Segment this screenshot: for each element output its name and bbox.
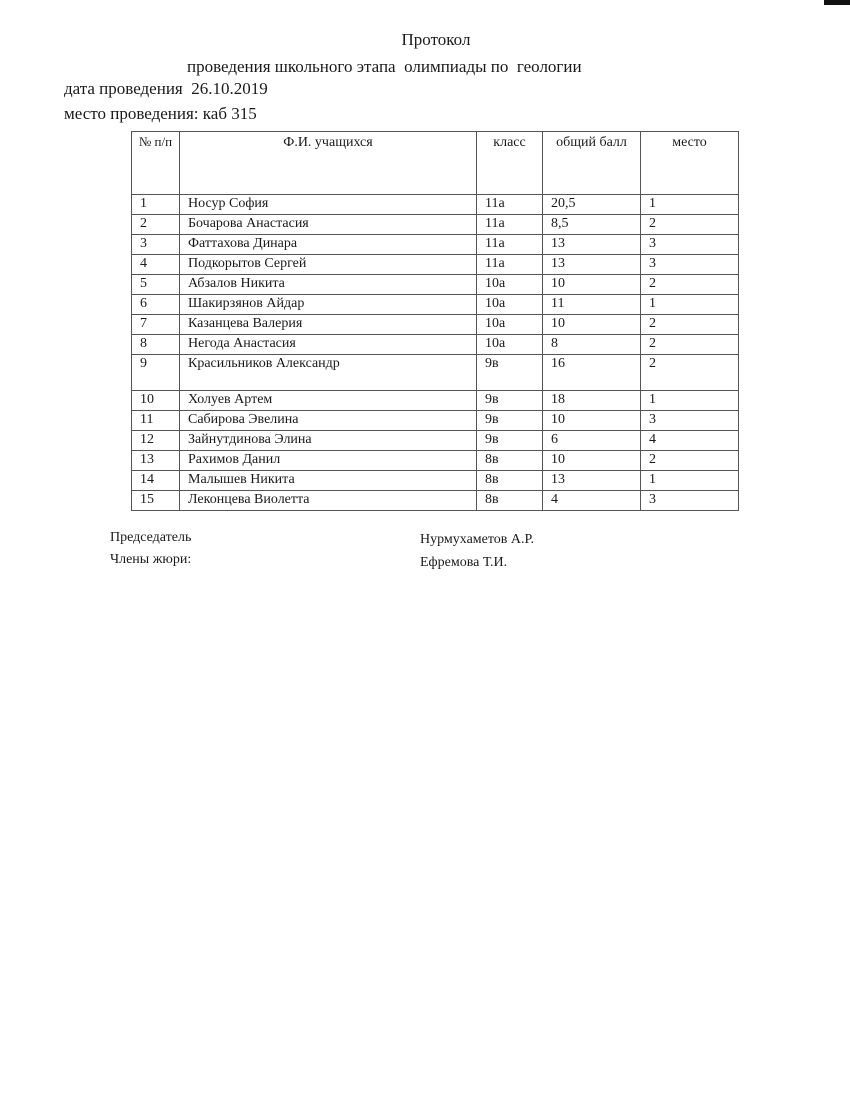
place-rank: 2 bbox=[641, 315, 739, 335]
table-row bbox=[132, 391, 739, 411]
place-rank: 2 bbox=[641, 215, 739, 235]
student-class: 9в bbox=[477, 355, 543, 391]
row-number: 9 bbox=[132, 355, 180, 391]
student-class: 10а bbox=[477, 315, 543, 335]
table-row bbox=[132, 315, 739, 335]
row-number: 7 bbox=[132, 315, 180, 335]
place-line bbox=[64, 104, 257, 124]
chair-name: Нурмухаметов А.Р. bbox=[420, 532, 535, 547]
student-class: 11а bbox=[477, 255, 543, 275]
student-name: Казанцева Валерия bbox=[180, 315, 477, 335]
place-label: место проведения: bbox=[64, 104, 199, 123]
column-header-name: Ф.И. учащихся bbox=[180, 132, 477, 195]
total-score: 13 bbox=[543, 471, 641, 491]
student-name: Зайнутдинова Элина bbox=[180, 431, 477, 451]
student-name: Сабирова Эвелина bbox=[180, 411, 477, 431]
student-name: Фаттахова Динара bbox=[180, 235, 477, 255]
place-rank: 2 bbox=[641, 451, 739, 471]
total-score: 11 bbox=[543, 295, 641, 315]
total-score: 8 bbox=[543, 335, 641, 355]
student-class: 8в bbox=[477, 491, 543, 511]
place-rank: 3 bbox=[641, 491, 739, 511]
total-score: 20,5 bbox=[543, 195, 641, 215]
date-label: дата проведения bbox=[64, 79, 183, 98]
place-rank: 1 bbox=[641, 295, 739, 315]
table-row bbox=[132, 335, 739, 355]
column-header-class: класс bbox=[477, 132, 543, 195]
row-number: 1 bbox=[132, 195, 180, 215]
total-score: 10 bbox=[543, 275, 641, 295]
place-rank: 3 bbox=[641, 235, 739, 255]
table-row bbox=[132, 275, 739, 295]
row-number: 5 bbox=[132, 275, 180, 295]
table-row bbox=[132, 355, 739, 391]
student-name: Холуев Артем bbox=[180, 391, 477, 411]
place-rank: 1 bbox=[641, 195, 739, 215]
row-number: 11 bbox=[132, 411, 180, 431]
student-name: Негода Анастасия bbox=[180, 335, 477, 355]
row-number: 6 bbox=[132, 295, 180, 315]
place-value: каб 315 bbox=[202, 104, 257, 123]
table-row bbox=[132, 451, 739, 471]
place-rank: 1 bbox=[641, 471, 739, 491]
jury-name: Ефремова Т.И. bbox=[420, 555, 508, 570]
table-header-row bbox=[132, 132, 739, 195]
table-row bbox=[132, 411, 739, 431]
table-row bbox=[132, 431, 739, 451]
student-name: Шакирзянов Айдар bbox=[180, 295, 477, 315]
student-name: Носур София bbox=[180, 195, 477, 215]
table-row bbox=[132, 215, 739, 235]
total-score: 10 bbox=[543, 451, 641, 471]
student-class: 9в bbox=[477, 431, 543, 451]
column-header-number: № п/п bbox=[132, 132, 180, 195]
total-score: 10 bbox=[543, 411, 641, 431]
student-name: Подкорытов Сергей bbox=[180, 255, 477, 275]
total-score: 13 bbox=[543, 235, 641, 255]
student-class: 8в bbox=[477, 451, 543, 471]
row-number: 12 bbox=[132, 431, 180, 451]
total-score: 16 bbox=[543, 355, 641, 391]
place-rank: 2 bbox=[641, 355, 739, 391]
student-class: 10а bbox=[477, 335, 543, 355]
row-number: 3 bbox=[132, 235, 180, 255]
table-row bbox=[132, 235, 739, 255]
row-number: 8 bbox=[132, 335, 180, 355]
date-line bbox=[64, 79, 268, 99]
table-row bbox=[132, 491, 739, 511]
table-row bbox=[132, 195, 739, 215]
student-name: Красильников Александр bbox=[180, 355, 477, 391]
row-number: 13 bbox=[132, 451, 180, 471]
place-rank: 2 bbox=[641, 335, 739, 355]
total-score: 4 bbox=[543, 491, 641, 511]
table-row bbox=[132, 471, 739, 491]
chair-label: Председатель bbox=[110, 530, 192, 545]
column-header-score: общий балл bbox=[543, 132, 641, 195]
student-name: Рахимов Данил bbox=[180, 451, 477, 471]
student-name: Малышев Никита bbox=[180, 471, 477, 491]
student-class: 9в bbox=[477, 411, 543, 431]
student-class: 11а bbox=[477, 215, 543, 235]
student-name: Абзалов Никита bbox=[180, 275, 477, 295]
scan-edge-mark bbox=[824, 0, 850, 5]
student-class: 9в bbox=[477, 391, 543, 411]
document-subtitle: проведения школьного этапа олимпиады по геологии bbox=[187, 57, 582, 76]
student-class: 10а bbox=[477, 275, 543, 295]
jury-label: Члены жюри: bbox=[110, 552, 192, 567]
total-score: 18 bbox=[543, 391, 641, 411]
student-class: 10а bbox=[477, 295, 543, 315]
place-rank: 1 bbox=[641, 391, 739, 411]
total-score: 10 bbox=[543, 315, 641, 335]
total-score: 6 bbox=[543, 431, 641, 451]
table-row bbox=[132, 295, 739, 315]
student-name: Бочарова Анастасия bbox=[180, 215, 477, 235]
total-score: 8,5 bbox=[543, 215, 641, 235]
student-class: 11а bbox=[477, 195, 543, 215]
student-class: 11а bbox=[477, 235, 543, 255]
place-rank: 2 bbox=[641, 275, 739, 295]
table-row bbox=[132, 255, 739, 275]
row-number: 10 bbox=[132, 391, 180, 411]
student-name: Леконцева Виолетта bbox=[180, 491, 477, 511]
place-rank: 3 bbox=[641, 411, 739, 431]
date-value: 26.10.2019 bbox=[191, 79, 268, 98]
column-header-place: место bbox=[641, 132, 739, 195]
total-score: 13 bbox=[543, 255, 641, 275]
row-number: 2 bbox=[132, 215, 180, 235]
place-rank: 3 bbox=[641, 255, 739, 275]
row-number: 15 bbox=[132, 491, 180, 511]
student-class: 8в bbox=[477, 471, 543, 491]
place-rank: 4 bbox=[641, 431, 739, 451]
document-title: Протокол bbox=[401, 30, 471, 49]
results-table bbox=[131, 131, 739, 511]
row-number: 14 bbox=[132, 471, 180, 491]
row-number: 4 bbox=[132, 255, 180, 275]
